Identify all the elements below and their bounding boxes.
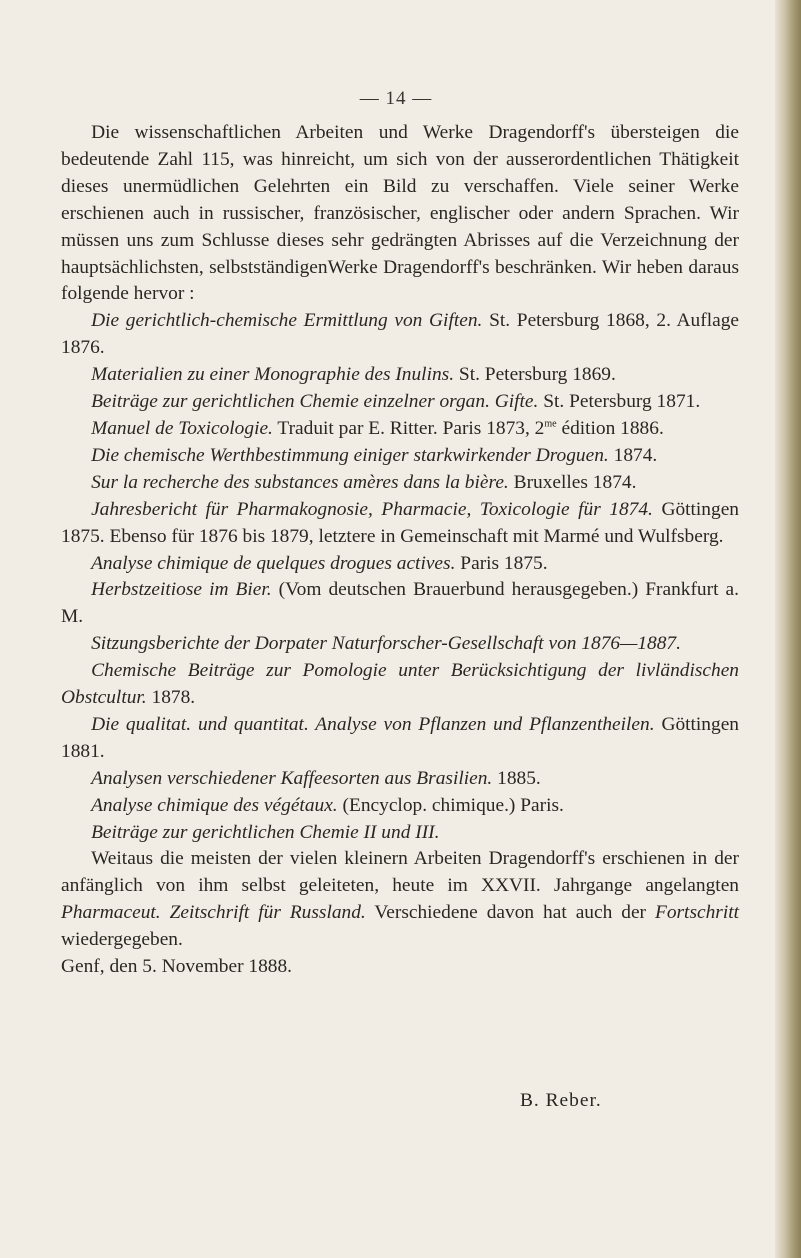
entry-details: Traduit par E. Ritter. Paris 1873, 2	[277, 417, 545, 439]
entry-title: Die chemische Werthbestimmung einiger starkwirkender Droguen.	[91, 444, 609, 466]
entry-title: Sur la recherche des substances amères dans la bière.	[91, 471, 509, 493]
closing-paragraph	[61, 846, 739, 954]
journal-title: Pharmaceut. Zeitschrift für Russland.	[61, 902, 366, 924]
page-number: — 14 —	[359, 88, 433, 109]
entry-title: Die gerichtlich-chemische Ermittlung von Giften.	[91, 310, 483, 332]
bibliography-entry	[61, 577, 739, 631]
bibliography-entry	[61, 416, 739, 443]
bibliography-entry	[61, 362, 739, 389]
closing-text-after: wiedergegeben.	[61, 929, 183, 951]
entry-title: Herbstzeitiose im Bier.	[91, 579, 272, 601]
bibliography-entry	[61, 551, 739, 578]
entry-title: Analyse chimique des végétaux.	[91, 794, 338, 816]
entry-details: Bruxelles 1874.	[513, 471, 637, 493]
entry-title: Die qualitat. und quantitat. Analyse von Pflanzen und Pflanzentheilen.	[91, 713, 655, 735]
author-signature: B. Reber.	[520, 1090, 602, 1111]
bibliography-entry	[61, 820, 739, 847]
bibliography-entry	[61, 766, 739, 793]
bibliography-entry	[61, 793, 739, 820]
entry-title: Analyse chimique de quelques drogues actives.	[91, 552, 456, 574]
bibliography-entry	[61, 497, 739, 551]
entry-title: Beiträge zur gerichtlichen Chemie II und III.	[91, 821, 440, 843]
entry-details: Paris 1875.	[460, 552, 548, 574]
page-edge-shadow	[775, 0, 801, 1258]
bibliography-entry	[61, 308, 739, 362]
entry-title: Jahresbericht für Pharmakognosie, Pharmacie, Toxicologie für 1874.	[91, 498, 653, 520]
entry-details: Göttingen 1881.	[61, 713, 739, 762]
page-content	[61, 120, 739, 981]
entry-details: (Encyclop. chimique.) Paris.	[342, 794, 564, 816]
entry-title: Sitzungsberichte der Dorpater Naturforscher-Gesellschaft von 1876—1887.	[91, 633, 681, 655]
bibliography-entry	[61, 389, 739, 416]
entry-details: St. Petersburg 1871.	[543, 391, 701, 413]
entry-details: Göttingen 1875. Ebenso für 1876 bis 1879, letztere in Gemeinschaft mit Marmé und Wulfsberg.	[61, 498, 739, 547]
entry-title: Materialien zu einer Monographie des Inulins.	[91, 364, 455, 386]
closing-text: Weitaus die meisten der vielen kleinern Arbeiten Dragendorff's erschienen in der anfänglich von ihm selbst geleiteten, heute im XXVII. Jahrgange angelangten	[61, 848, 739, 897]
entry-details: 1885.	[497, 767, 541, 789]
bibliography-entry	[61, 631, 739, 658]
entry-title: Analysen verschiedener Kaffeesorten aus Brasilien.	[91, 767, 493, 789]
bibliography-entry	[61, 443, 739, 470]
entry-details: 1878.	[151, 687, 196, 709]
entry-title: Beiträge zur gerichtlichen Chemie einzelner organ. Gifte.	[91, 391, 539, 413]
closing-text-middle: Verschiedene davon hat auch der	[365, 902, 655, 924]
entry-details: St. Petersburg 1868, 2. Auflage 1876.	[61, 310, 739, 359]
entry-details: St. Petersburg 1869.	[458, 364, 616, 386]
intro-paragraph: Die wissenschaftlichen Arbeiten und Werke Dragendorff's übersteigen die bedeutende Zahl 115, was hinreicht, um sich von der ausserordentlichen Thätigkeit dieses unermüdlichen Gelehrten ein Bild zu verschaffen. Viele seiner Werke erschienen auch in russischer, französischer, englischer oder andern Sprachen. Wir müssen uns zum Schlusse dieses sehr gedrängten Abrisses auf die Verzeichnung der hauptsächlichsten, selbstständigenWerke Dragendorff's beschränken. Wir heben daraus folgende hervor :	[61, 122, 739, 305]
journal-title-2: Fortschritt	[654, 902, 739, 924]
entry-details: 1874.	[613, 444, 658, 466]
entry-details-after: édition 1886.	[556, 417, 664, 439]
bibliography-entry	[61, 712, 739, 766]
bibliography-list	[61, 308, 739, 846]
entry-title: Manuel de Toxicologie.	[91, 417, 273, 439]
date-line: Genf, den 5. November 1888.	[61, 956, 293, 978]
entry-details: (Vom deutschen Brauerbund herausgegeben.) Frankfurt a. M.	[61, 579, 739, 628]
entry-title: Chemische Beiträge zur Pomologie unter Berücksichtigung der livländischen Obstcultur.	[61, 660, 739, 709]
bibliography-entry	[61, 658, 739, 712]
entry-superscript: me	[544, 418, 557, 430]
bibliography-entry	[61, 470, 739, 497]
